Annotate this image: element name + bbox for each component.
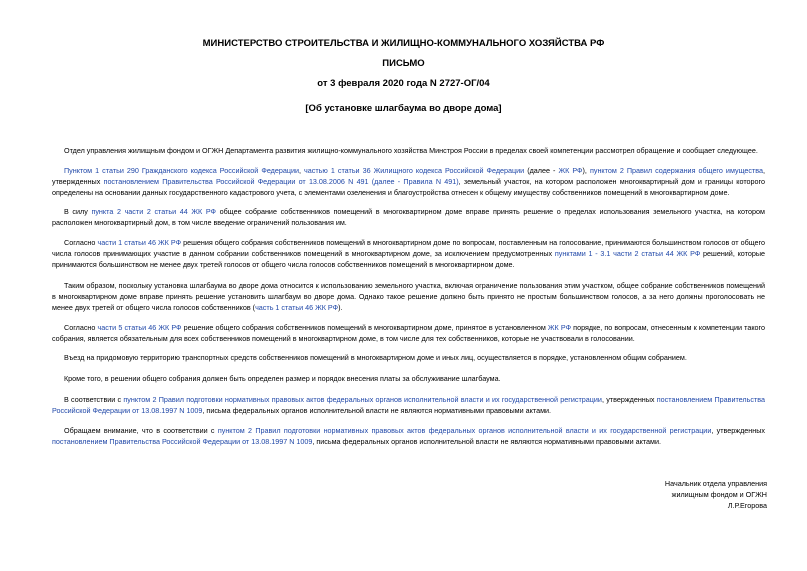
signature-department: жилищным фондом и ОГЖН (671, 490, 767, 499)
paragraph-binding-decision (52, 322, 765, 344)
text: Кроме того, в решении общего собрания должен быть определен размер и порядок внесения платы за обслуживание шлагбаума. (64, 374, 501, 383)
document-subject: [Об установке шлагбаума во дворе дома] (305, 103, 502, 114)
text: ). (338, 303, 343, 312)
text: (далее - (524, 166, 559, 175)
link-art46-part5[interactable]: части 5 статьи 46 ЖК РФ (97, 323, 182, 332)
text: порядке, по вопросам, отнесенным к компетенции такого собрания, является обязательным для всех собственников помещений в многоквартирном доме, в том числе для тех собственников, которые не участвовали в голосовании. (52, 323, 766, 343)
paragraph-legal-status (52, 394, 765, 416)
link-art44-points[interactable]: пунктами 1 - 3.1 части 2 статьи 44 ЖК РФ (554, 249, 701, 258)
text: , (299, 166, 305, 175)
text: , земельный участок, на котором расположен многоквартирный дом и границы которого определены на основании данных государственного кадастрового учета, с элементами озеленения и благоустройства отнесен к общему имуществу собственников помещений в многоквартирном доме. (52, 177, 765, 197)
link-resolution-1009[interactable]: постановлением Правительства Российской Федерации от 13.08.1997 N 1009 (52, 395, 765, 415)
text: Согласно (64, 323, 98, 332)
link-maintenance-rules[interactable]: пунктом 2 Правил содержания общего имущества (589, 166, 764, 175)
link-rules-point2[interactable]: пунктом 2 Правил подготовки нормативных правовых актов федеральных органов исполнительной власти и их государственной регистрации (123, 395, 602, 404)
text: Въезд на придомовую территорию транспортных средств собственников помещений в многоквартирном доме и иных лиц, осуществляется в порядке, установленном общим собранием. (64, 353, 687, 362)
paragraph-attention-note (52, 425, 765, 447)
link-resolution-1009-note[interactable]: постановлением Правительства Российской Федерации от 13.08.1997 N 1009 (52, 437, 313, 446)
text: Таким образом, поскольку установка шлагбаума во дворе дома относится к использованию земельного участка, включая ограничение пользования этим участком, общее собрание собственников помещений в многоквартирном доме вправе принять решение установить шлагбаум во дворе дома. Однако такое решение должно быть принято не простым большинством голосов, а за него должны проголосовать не менее двух третей от общего числа голосов собственников ( (52, 281, 765, 312)
text: , утвержденных (52, 166, 766, 186)
text: , письма федеральных органов исполнительной власти не являются нормативными правовыми актами. (202, 406, 552, 415)
link-housing-code[interactable]: ЖК РФ (558, 166, 583, 175)
link-rules-point2-note[interactable]: пунктом 2 Правил подготовки нормативных правовых актов федеральных органов исполнительной власти и их государственной регистрации (217, 426, 712, 435)
paragraph-barrier-decision (52, 280, 765, 313)
paragraph-vehicle-access (52, 352, 765, 363)
paragraph-meeting-powers (52, 206, 765, 228)
text: , утвержденных (601, 395, 657, 404)
link-art46-part1-ref[interactable]: часть 1 статьи 46 ЖК РФ (255, 303, 339, 312)
text: общее собрание собственников помещений в многоквартирном доме вправе принять решение о пределах использования земельного участка, на котором расположен многоквартирный дом, в том числе введение ограничений пользования им. (52, 207, 765, 227)
text: В соответствии с (64, 395, 124, 404)
paragraph-voting-rules (52, 237, 765, 270)
link-housing-code-ref[interactable]: ЖК РФ (547, 323, 572, 332)
text: Обращаем внимание, что в соответствии с (64, 426, 218, 435)
paragraph-intro (52, 145, 765, 156)
text: Отдел управления жилищным фондом и ОГЖН Департамента развития жилищно-коммунального хозяйства Минстроя России в пределах своей компетенции рассмотрел обращение и сообщает следующее. (64, 146, 758, 155)
signature-position: Начальник отдела управления (664, 479, 767, 488)
link-housing-code-art36[interactable]: частью 1 статьи 36 Жилищного кодекса Российской Федерации (304, 166, 525, 175)
link-art44-part2[interactable]: пункта 2 части 2 статьи 44 ЖК РФ (91, 207, 216, 216)
text: , утвержденных (711, 426, 765, 435)
link-resolution-491[interactable]: постановлением Правительства Российской Федерации от 13.08.2006 N 491 (далее - Правила N 491) (103, 177, 459, 186)
document-type: ПИСЬМО (382, 58, 425, 69)
paragraph-common-property (52, 165, 765, 198)
text: решения общего собрания собственников помещений в многоквартирном доме по вопросам, поставленным на голосование, принимаются большинством голосов от общего числа голосов принимающих участие в данном собрании собственников помещений в многоквартирном доме, за исключением предусмотренных (52, 238, 766, 258)
link-art46-part1[interactable]: части 1 статьи 46 ЖК РФ (97, 238, 182, 247)
paragraph-maintenance-fee (52, 373, 765, 384)
document-date-number: от 3 февраля 2020 года N 2727-ОГ/04 (317, 78, 490, 89)
link-civil-code-art290[interactable]: Пунктом 1 статьи 290 Гражданского кодекса Российской Федерации (64, 166, 299, 175)
ministry-heading: МИНИСТЕРСТВО СТРОИТЕЛЬСТВА И ЖИЛИЩНО-КОММУНАЛЬНОГО ХОЗЯЙСТВА РФ (202, 38, 605, 49)
signature-block (567, 478, 767, 511)
text: , письма федеральных органов исполнительной власти не являются нормативными правовыми актами. (312, 437, 661, 446)
signature-name: Л.Р.Егорова (727, 501, 767, 510)
text: ), (582, 166, 590, 175)
text: решение общего собрания собственников помещений в многоквартирном доме, принятое в установленном (181, 323, 548, 332)
text: В силу (64, 207, 92, 216)
text: решений, которые принимаются большинством не менее двух третей голосов от общего числа голосов собственников помещений в многоквартирном доме. (52, 249, 766, 269)
text: Согласно (64, 238, 98, 247)
